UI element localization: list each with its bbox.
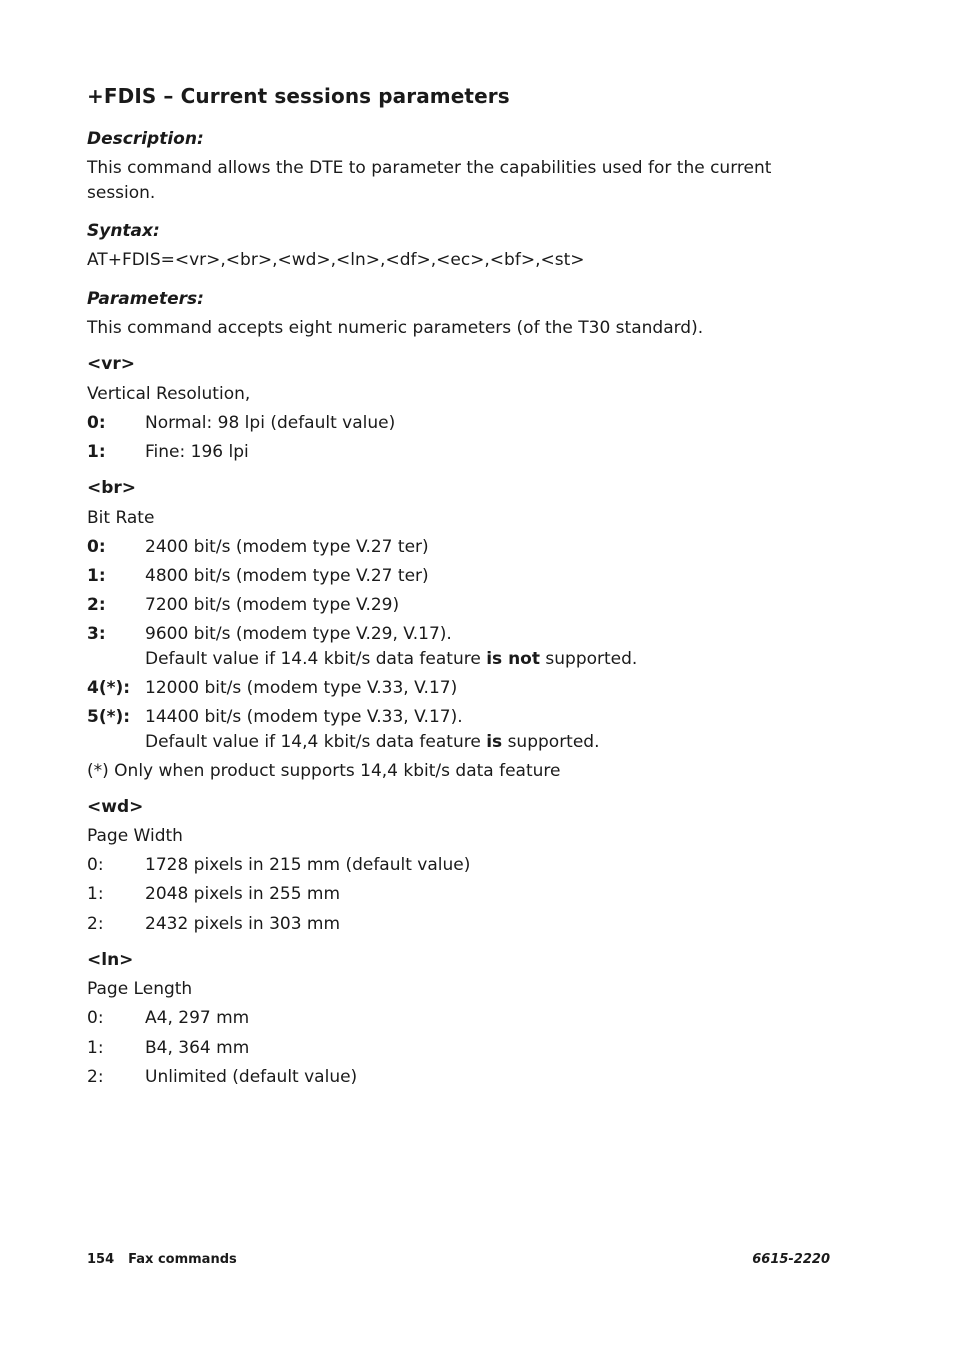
option-value: A4, 297 mm: [145, 1008, 250, 1028]
param-vr-desc: Vertical Resolution,: [87, 384, 251, 404]
option-key: 0:: [87, 413, 106, 433]
option-key: 0:: [87, 855, 104, 875]
option-note: Default value if 14,4 kbit/s data feature is supported.: [145, 732, 600, 752]
option-key: 4(*):: [87, 678, 131, 698]
parameters-text: This command accepts eight numeric parameters (of the T30 standard).: [87, 318, 704, 338]
option-key: 2:: [87, 914, 104, 934]
emphasis: is not: [486, 649, 540, 669]
option-value: 12000 bit/s (modem type V.33, V.17): [145, 678, 458, 698]
option-key: 1:: [87, 1038, 104, 1058]
option-value: 4800 bit/s (modem type V.27 ter): [145, 566, 429, 586]
option-value: 2048 pixels in 255 mm: [145, 884, 341, 904]
document-id: 6615-2220: [752, 1252, 830, 1267]
param-vr-name: <vr>: [87, 354, 135, 374]
footer-section: Fax commands: [128, 1252, 237, 1267]
description-label: Description:: [87, 129, 204, 149]
emphasis: is: [486, 732, 503, 752]
option-value: 2432 pixels in 303 mm: [145, 914, 341, 934]
option-key: 5(*):: [87, 707, 131, 727]
param-br-name: <br>: [87, 478, 137, 498]
syntax-label: Syntax:: [87, 221, 160, 241]
option-value: Fine: 196 lpi: [145, 442, 249, 462]
param-wd-desc: Page Width: [87, 826, 183, 846]
parameters-label: Parameters:: [87, 289, 204, 309]
param-ln-name: <ln>: [87, 950, 134, 970]
option-key: 1:: [87, 884, 104, 904]
option-key: 3:: [87, 624, 106, 644]
option-key: 1:: [87, 442, 106, 462]
option-key: 0:: [87, 537, 106, 557]
param-br-desc: Bit Rate: [87, 508, 155, 528]
option-value: 7200 bit/s (modem type V.29): [145, 595, 400, 615]
option-key: 2:: [87, 1067, 104, 1087]
option-key: 1:: [87, 566, 106, 586]
option-value: 2400 bit/s (modem type V.27 ter): [145, 537, 429, 557]
page-number: 154: [87, 1252, 115, 1267]
option-key: 2:: [87, 595, 106, 615]
option-value: 14400 bit/s (modem type V.33, V.17).: [145, 707, 463, 727]
option-value: 9600 bit/s (modem type V.29, V.17).: [145, 624, 452, 644]
description-text: This command allows the DTE to parameter the capabilities used for the current session.: [87, 158, 772, 203]
br-footnote: (*) Only when product supports 14,4 kbit/s data feature: [87, 761, 561, 781]
option-value: Unlimited (default value): [145, 1067, 358, 1087]
option-value: B4, 364 mm: [145, 1038, 250, 1058]
param-ln-desc: Page Length: [87, 979, 193, 999]
param-wd-name: <wd>: [87, 797, 144, 817]
syntax-text: AT+FDIS=<vr>,<br>,<wd>,<ln>,<df>,<ec>,<bf>,<st>: [87, 250, 585, 270]
page-title: +FDIS – Current sessions parameters: [87, 84, 510, 108]
option-value: 1728 pixels in 215 mm (default value): [145, 855, 471, 875]
page-footer-left: [87, 1252, 237, 1267]
option-note: Default value if 14.4 kbit/s data feature is not supported.: [145, 649, 638, 669]
option-key: 0:: [87, 1008, 104, 1028]
option-value: Normal: 98 lpi (default value): [145, 413, 396, 433]
